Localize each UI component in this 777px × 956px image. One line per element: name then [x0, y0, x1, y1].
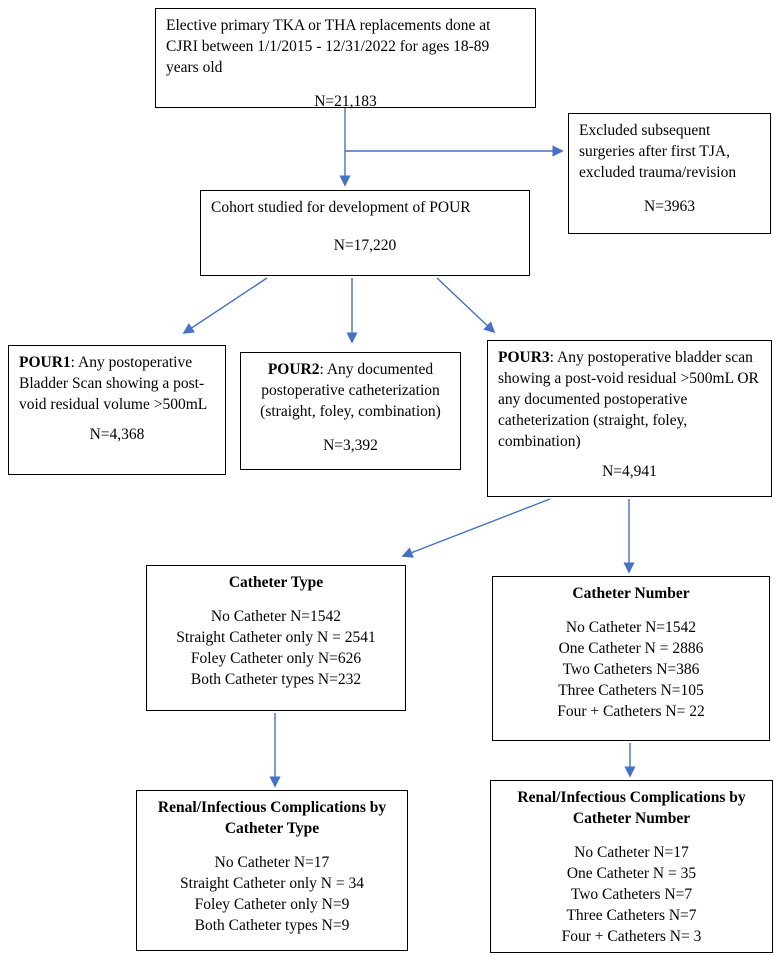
stat-line: Two Catheters N=386 [562, 660, 700, 678]
box-cohort [200, 190, 530, 276]
stat-line: No Catheter N=1542 [565, 618, 697, 636]
pour1-text [19, 353, 215, 416]
cohort-n: N=17,220 [333, 236, 397, 254]
stat-line: One Catheter N = 2886 [558, 639, 704, 657]
stat-line: Both Catheter types N=232 [190, 670, 362, 688]
stat-line: No Catheter N=17 [214, 853, 330, 871]
arrow-cohort-to-pour1 [184, 278, 267, 333]
catheter-type-title: Catheter Type [228, 574, 324, 591]
pour2-text [251, 360, 450, 423]
stat-line: Three Catheters N=7 [566, 906, 697, 924]
pour3-label: POUR3 [498, 349, 550, 366]
box-renal-complications-by-type [136, 790, 408, 951]
stat-line: Two Catheters N=7 [570, 885, 693, 903]
study-population-text: Elective primary TKA or THA replacements done at CJRI between 1/1/2015 - 12/31/2022 for ages 18-89 years old [166, 17, 491, 76]
arrow-cohort-to-pour3 [437, 278, 494, 332]
stat-line: Four + Catheters N= 22 [557, 702, 705, 720]
renal-number-title: Renal/Infectious Complications by Catheter Number [517, 789, 746, 827]
study-population-n: N=21,183 [314, 92, 377, 110]
box-pour3 [487, 340, 772, 497]
pour1-label: POUR1 [19, 354, 71, 371]
pour3-definition: : Any postoperative bladder scan showing a post-void residual >500mL OR any documented postoperative catheterization (straight, foley, combination) [498, 349, 759, 450]
stat-line: No Catheter N=1542 [210, 607, 342, 625]
box-excluded [568, 113, 771, 234]
stat-line: One Catheter N = 35 [566, 864, 697, 882]
catheter-number-title: Catheter Number [572, 585, 690, 602]
excluded-text: Excluded subsequent surgeries after first TJA, excluded trauma/revision [579, 122, 737, 181]
stat-line: Three Catheters N=105 [558, 681, 704, 699]
pour1-n: N=4,368 [89, 425, 145, 443]
stat-line: Straight Catheter only N = 34 [180, 874, 364, 892]
pour2-label: POUR2 [267, 361, 320, 378]
stat-line: No Catheter N=17 [574, 843, 689, 861]
box-pour2 [240, 352, 461, 470]
box-pour1 [8, 345, 226, 475]
pour3-n: N=4,941 [602, 462, 657, 480]
pour3-text [498, 348, 761, 453]
box-study-population [155, 8, 536, 108]
box-catheter-type [146, 565, 406, 711]
cohort-text: Cohort studied for development of POUR [211, 199, 471, 216]
pour2-n: N=3,392 [323, 436, 378, 454]
stat-line: Foley Catheter only N=626 [190, 649, 362, 667]
renal-type-title: Renal/Infectious Complications by Catheter Type [157, 799, 387, 837]
excluded-n: N=3963 [644, 197, 695, 215]
pour1-definition: : Any postoperative Bladder Scan showing a post-void residual volume >500mL [19, 354, 208, 413]
box-renal-complications-by-number [490, 780, 773, 953]
stat-line: Foley Catheter only N=9 [194, 895, 350, 913]
pour2-definition: : Any documented postoperative catheterization (straight, foley, combination) [260, 361, 441, 420]
stat-line: Both Catheter types N=9 [194, 916, 350, 934]
stat-line: Four + Catheters N= 3 [561, 927, 702, 945]
box-catheter-number [492, 576, 770, 741]
arrow-pour3-to-catheter-type [403, 499, 550, 556]
stat-line: Straight Catheter only N = 2541 [176, 628, 376, 646]
